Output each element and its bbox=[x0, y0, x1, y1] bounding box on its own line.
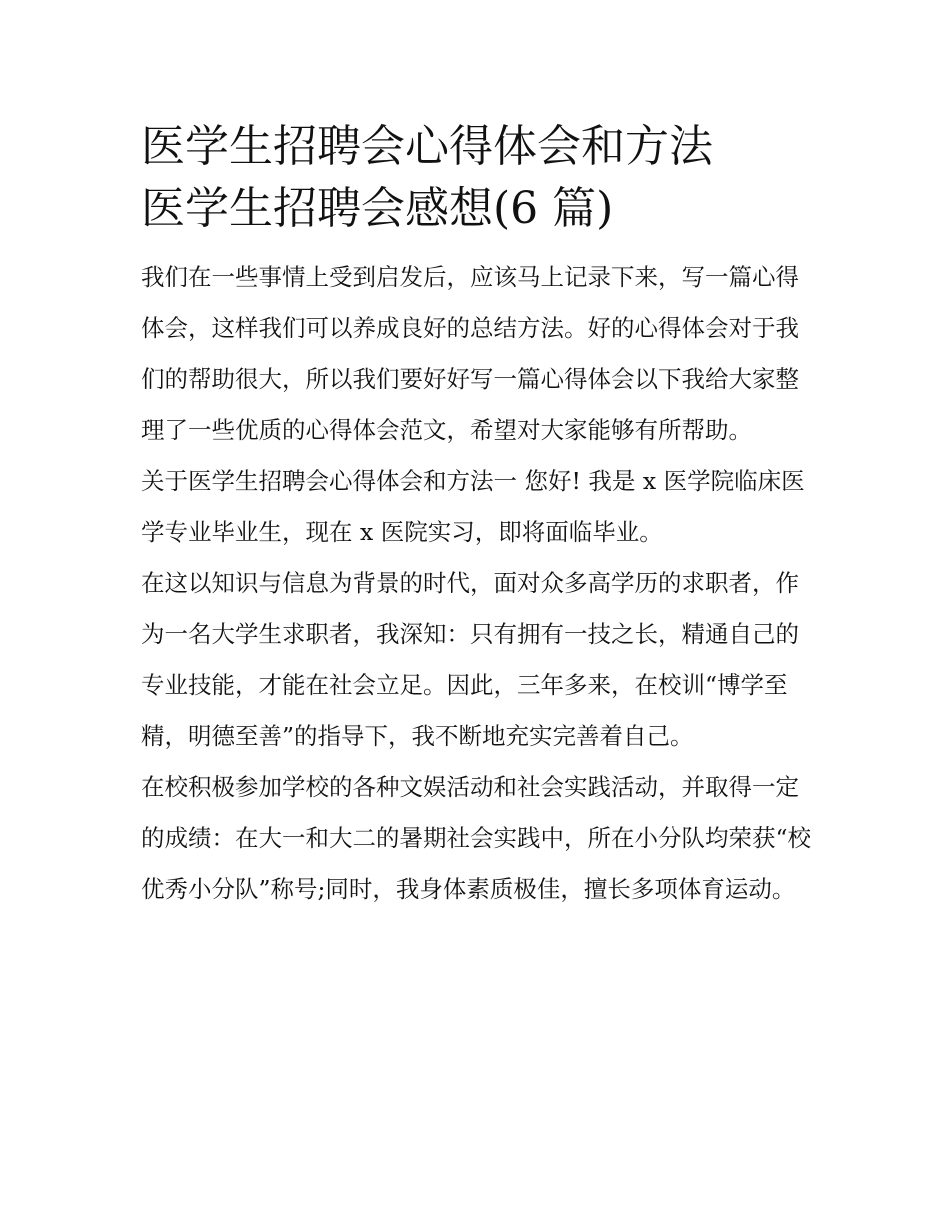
paragraph-background: 在这以知识与信息为背景的时代，面对众多高学历的求职者，作为一名大学生求职者，我深知：只有拥有一技之长，精通自己的专业技能，才能在社会立足。因此，三年多来，在校训“博学至精，明德至善”的指导下，我不断地充实完善着自己。 bbox=[141, 569, 799, 750]
document-title bbox=[141, 116, 815, 240]
paragraph-greeting: 关于医学生招聘会心得体会和方法一 您好! 我是 x 医学院临床医学专业毕业生，现在 x 医院实习，即将面临毕业。 bbox=[141, 467, 805, 546]
title-line-1: 医学生招聘会心得体会和方法 bbox=[141, 121, 713, 172]
paragraph-activities: 在校积极参加学校的各种文娱活动和社会实践活动，并取得一定的成绩：在大一和大二的暑期社会实践中，所在小分队均荣获“校优秀小分队”称号;同时，我身体素质极佳，擅长多项体育运动。 bbox=[141, 773, 812, 903]
document-content bbox=[141, 116, 815, 915]
paragraph-intro: 我们在一些事情上受到启发后，应该马上记录下来，写一篇心得体会，这样我们可以养成良好的总结方法。好的心得体会对于我们的帮助很大，所以我们要好好写一篇心得体会以下我给大家整理了一些优质的心得体会范文，希望对大家能够有所帮助。 bbox=[141, 263, 799, 444]
title-line-2: 医学生招聘会感想(6 篇) bbox=[141, 183, 614, 234]
